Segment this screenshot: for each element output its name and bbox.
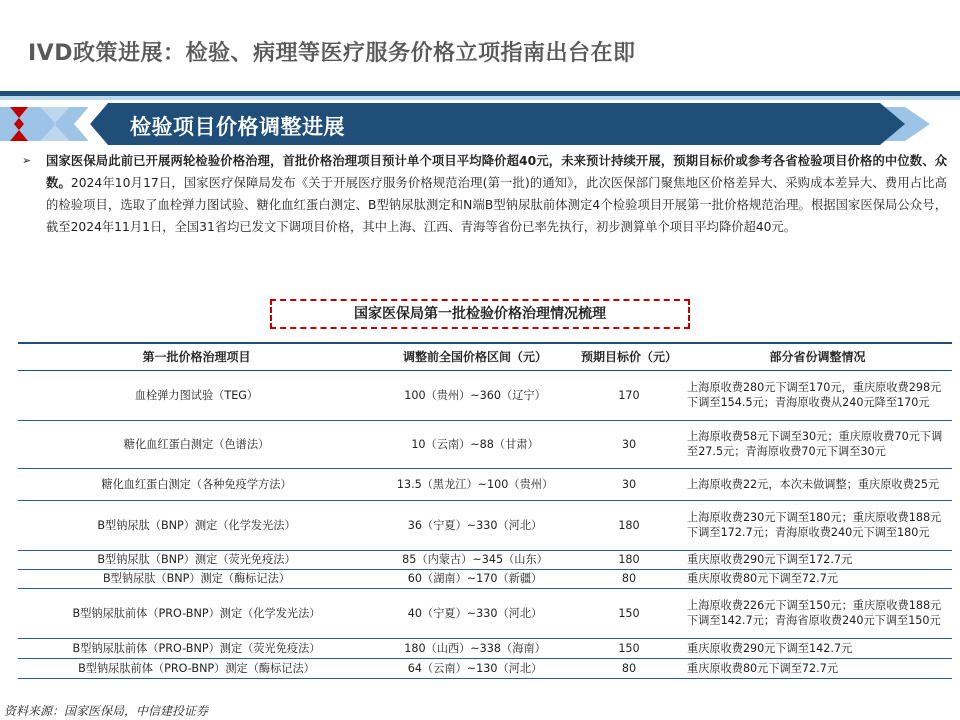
table-row bbox=[18, 420, 952, 468]
table-row bbox=[18, 550, 952, 569]
cell-adjustment: 重庆原收费80元下调至72.7元 bbox=[683, 569, 952, 588]
cell-adjustment: 上海原收费58元下调至30元；重庆原收费70元下调至27.5元；青海原收费70元下调至30元 bbox=[683, 420, 952, 468]
cell-item: 糖化血红蛋白测定（各种免疫学方法） bbox=[18, 468, 375, 500]
cell-target-price: 180 bbox=[575, 550, 683, 569]
header-target-price: 预期目标价（元） bbox=[575, 343, 683, 370]
table-row bbox=[18, 468, 952, 500]
section-title: 检验项目价格调整进展 bbox=[130, 115, 345, 139]
cell-target-price: 180 bbox=[575, 500, 683, 550]
cell-target-price: 150 bbox=[575, 638, 683, 658]
cell-price-range: 13.5（黑龙江）~100（贵州） bbox=[375, 468, 575, 500]
intro-text bbox=[22, 150, 947, 238]
cell-item: B型钠尿肽（BNP）测定（酶标记法） bbox=[18, 569, 375, 588]
cell-target-price: 150 bbox=[575, 588, 683, 638]
header-price-range: 调整前全国价格区间（元） bbox=[375, 343, 575, 370]
cell-price-range: 60（湖南）~170（新疆） bbox=[375, 569, 575, 588]
cell-item: 血栓弹力图试验（TEG） bbox=[18, 370, 375, 420]
table-row bbox=[18, 569, 952, 588]
page-title: IVD政策进展：检验、病理等医疗服务价格立项指南出台在即 bbox=[28, 41, 636, 66]
header-province-adjustments: 部分省份调整情况 bbox=[683, 343, 952, 370]
cell-target-price: 30 bbox=[575, 468, 683, 500]
cell-adjustment: 重庆原收费80元下调至72.7元 bbox=[683, 658, 952, 678]
cell-adjustment: 重庆原收费290元下调至142.7元 bbox=[683, 638, 952, 658]
table-caption: 国家医保局第一批检验价格治理情况梳理 bbox=[270, 299, 690, 329]
intro-body: 2024年10月17日，国家医疗保障局发布《关于开展医疗服务价格规范治理(第一批)的通知》，此次医保部门聚焦地区价格差异大、采购成本差异大、费用占比高的检验项目，选取了血栓弹力图试验、糖化血红蛋白测定、B型钠尿肽测定和N端B型钠尿肽前体测定4个检验项目开展第一批价格规范治理。根据国家医保局公众号，截至2024年11月1日，全国31省均已发文下调项目价格，其中上海、江西、青海等省份已率先执行，初步测算单个项目平均降价超40元。 bbox=[46, 176, 947, 234]
cell-price-range: 100（贵州）~360（辽宁） bbox=[375, 370, 575, 420]
table-row bbox=[18, 370, 952, 420]
title-divider-light bbox=[0, 96, 960, 100]
cell-target-price: 30 bbox=[575, 420, 683, 468]
cell-item: 糖化血红蛋白测定（色谱法） bbox=[18, 420, 375, 468]
cell-price-range: 10（云南）~88（甘肃） bbox=[375, 420, 575, 468]
price-table-container bbox=[18, 342, 952, 679]
table-row bbox=[18, 658, 952, 678]
price-governance-table bbox=[18, 342, 952, 679]
cell-adjustment: 上海原收费230元下调至180元；重庆原收费188元下调至172.7元；青海原收费240元下调至180元 bbox=[683, 500, 952, 550]
intro-bold: 国家医保局此前已开展两轮检验价格治理，首批价格治理项目预计单个项目平均降价超40元，未来预计持续开展，预期目标价或参考各省检验项目价格的中位数、众数。 bbox=[46, 154, 947, 190]
section-banner bbox=[0, 103, 960, 145]
table-row bbox=[18, 500, 952, 550]
cell-target-price: 170 bbox=[575, 370, 683, 420]
cell-item: B型钠尿肽前体（PRO-BNP）测定（酶标记法） bbox=[18, 658, 375, 678]
cell-price-range: 64（云南）~130（河北） bbox=[375, 658, 575, 678]
cell-adjustment: 重庆原收费290元下调至172.7元 bbox=[683, 550, 952, 569]
intro-paragraph bbox=[22, 150, 947, 238]
cell-price-range: 180（山西）~338（海南） bbox=[375, 638, 575, 658]
source-note: 资料来源：国家医保局，中信建投证券 bbox=[4, 704, 209, 718]
cell-item: B型钠尿肽（BNP）测定（荧光免疫法） bbox=[18, 550, 375, 569]
cell-item: B型钠尿肽（BNP）测定（化学发光法） bbox=[18, 500, 375, 550]
cell-adjustment: 上海原收费22元，本次未做调整；重庆原收费25元 bbox=[683, 468, 952, 500]
cell-item: B型钠尿肽前体（PRO-BNP）测定（化学发光法） bbox=[18, 588, 375, 638]
cell-price-range: 40（宁夏）~330（河北） bbox=[375, 588, 575, 638]
header-item: 第一批价格治理项目 bbox=[18, 343, 375, 370]
table-row bbox=[18, 638, 952, 658]
cell-adjustment: 上海原收费280元下调至170元，重庆原收费298元下调至154.5元；青海原收费从240元降至170元 bbox=[683, 370, 952, 420]
cell-adjustment: 上海原收费226元下调至150元；重庆原收费188元下调至142.7元；青海省原收费240元下调至150元 bbox=[683, 588, 952, 638]
table-row bbox=[18, 588, 952, 638]
cell-target-price: 80 bbox=[575, 658, 683, 678]
cell-target-price: 80 bbox=[575, 569, 683, 588]
table-header-row bbox=[18, 343, 952, 370]
bullet-arrow-icon: ➢ bbox=[22, 154, 32, 167]
cell-price-range: 36（宁夏）~330（河北） bbox=[375, 500, 575, 550]
cell-item: B型钠尿肽前体（PRO-BNP）测定（荧光免疫法） bbox=[18, 638, 375, 658]
cell-price-range: 85（内蒙古）~345（山东） bbox=[375, 550, 575, 569]
